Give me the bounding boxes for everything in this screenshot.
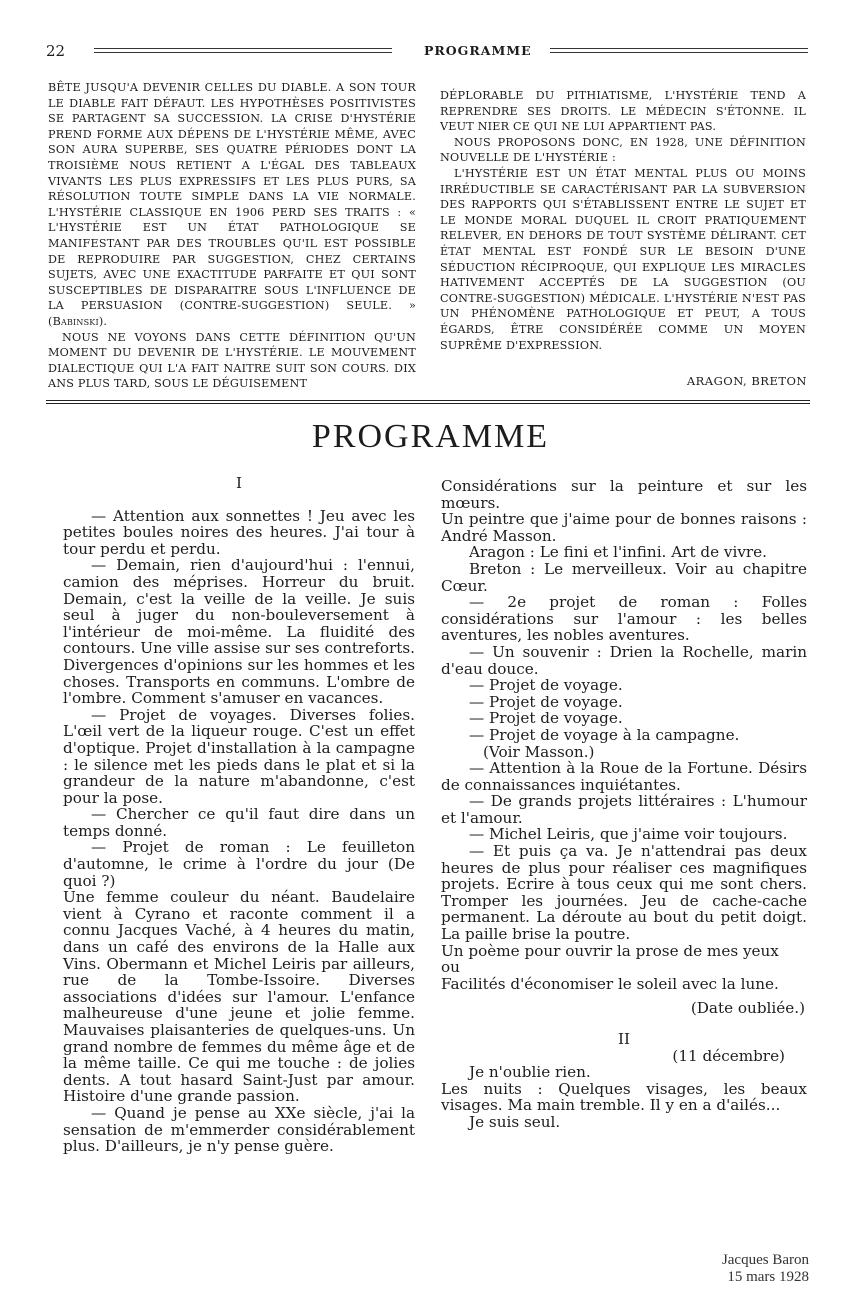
article-paragraph: — Projet de voyage. [469, 676, 623, 695]
previous-article-paragraph: NOUS NE VOYONS DANS CETTE DÉFINITION QU'UN MOMENT DU DEVENIR DE L'HYSTÉRIE. LE MOUVEMENT DIALECTIQUE QUI L'A FAIT NAITRE SUIT SON COURS. DIX ANS PLUS TARD, SOUS LE DÉGUISEMENT [48, 330, 416, 391]
page-header [46, 40, 808, 64]
article-paragraph: Considérations sur la peinture et sur les mœurs. [441, 477, 807, 512]
section-numeral: II [618, 1030, 630, 1048]
article-paragraph: Aragon : Le fini et l'infini. Art de vivre. [469, 543, 768, 562]
article-paragraph: Les nuits : Quelques visages, les beaux visages. Ma main tremble. Il y en a d'ailés... [441, 1079, 807, 1115]
article-paragraph: ou [441, 958, 460, 977]
running-title: PROGRAMME [424, 43, 532, 58]
article-paragraph: Je n'oublie rien. [469, 1063, 591, 1082]
previous-article-paragraph: L'HYSTÉRIE EST UN ÉTAT MENTAL PLUS OU MOINS IRRÉDUCTIBLE SE CARACTÉRISANT PAR LA SUBVERSION DES RAPPORTS QUI S'ÉTABLISSENT ENTRE LE SUJET ET LE MONDE MORAL DUQUEL IL CROIT PRATIQUEMENT RELEVER, EN DEHORS DE TOUT SYSTÈME DÉLIRANT. CET ÉTAT MENTAL EST FONDÉ SUR LE BESOIN D'UNE SÉDUCTION RÉCIPROQUE, QUI EXPLIQUE LES MIRACLES HATIVEMENT ACCEPTÉS DE LA SUGGESTION (OU CONTRE-SUGGESTION) MÉDICALE. L'HYSTÉRIE N'EST PAS UN PHÉNOMÈNE PATHOLOGIQUE ET PEUT, A TOUS ÉGARDS, ÊTRE CONSIDÉRÉE COMME UN MOYEN SUPRÊME D'EXPRESSION. [440, 166, 806, 352]
article-paragraph: — 2e projet de roman : Folles considérations sur l'amour : les belles aventures, les nobles aventures. [441, 593, 807, 645]
article-paragraph: — Chercher ce qu'il faut dire dans un temps donné. [63, 805, 415, 840]
article-paragraph: (Voir Masson.) [483, 742, 595, 761]
section-date: (11 décembre) [672, 1046, 785, 1065]
page-number: 22 [46, 42, 66, 60]
article-paragraph: Breton : Le merveilleux. Voir au chapitre Cœur. [441, 559, 807, 595]
article-right-column [441, 478, 807, 1131]
header-rule-right [550, 48, 808, 53]
section-divider-secondary [46, 403, 810, 404]
date-forgotten: (Date oubliée.) [690, 999, 805, 1018]
previous-article-paragraph: NOUS PROPOSONS DONC, EN 1928, UNE DÉFINITION NOUVELLE DE L'HYSTÉRIE : [440, 135, 806, 165]
article-date: 15 mars 1928 [727, 1269, 809, 1285]
article-paragraph: — Attention aux sonnettes ! Jeu avec les petites boules noires des heures. J'ai tour à tour perdu et perdu. [63, 506, 415, 558]
author-signature [722, 1252, 809, 1286]
previous-article-right-column [440, 88, 806, 353]
previous-article-paragraph: DÉPLORABLE DU PITHIATISME, L'HYSTÉRIE TEND A REPRENDRE SES DROITS. LE MÉDECIN S'ÉTONNE. IL VEUT NIER CE QUI NE LUI APPARTIENT PAS. [440, 89, 806, 134]
article-paragraph: — Projet de voyage. [469, 709, 623, 728]
article-paragraph: — Projet de voyage. [469, 692, 623, 711]
article-left-column [63, 475, 415, 1155]
article-paragraph: — Projet de voyage à la campagne. [469, 725, 740, 744]
section-divider [46, 400, 810, 401]
article-paragraph: — Michel Leiris, que j'aime voir toujours. [469, 825, 788, 844]
article-title: PROGRAMME [311, 418, 550, 455]
article-paragraph: Facilités d'économiser le soleil avec la lune. [441, 974, 779, 993]
article-paragraph: Une femme couleur du néant. Baudelaire vient à Cyrano et raconte comment il a connu Jacques Vaché, à 4 heures du matin, dans un café des environs de la Halle aux Vins. Obermann et Michel Leiris par ailleurs, rue de la Tombe-Issoire. Diverses associations d'idées sur l'amour. L'enfance malheureuse d'une jeune et jolie femme. Mauvaises plaisanteries de quelques-uns. Un grand nombre de femmes du même âge et de la même taille. Ce qui me touche : de jolies dents. A tout hasard Saint-Just par amour. Histoire d'une grande passion. [63, 888, 415, 1106]
previous-article-signature: ARAGON, BRETON [686, 374, 807, 388]
previous-article-paragraph: BÊTE JUSQU'A DEVENIR CELLES DU DIABLE. A SON TOUR LE DIABLE FAIT DÉFAUT. LES HYPOTHÈSES POSITIVISTES SE PARTAGENT SA SUCCESSION. LA CRISE D'HYSTÉRIE PREND FORME AUX DÉPENS DE L'HYSTÉRIE MÊME, AVEC SON AURA SUPERBE, SES QUATRE PÉRIODES DONT LA TROISIÈME NOUS RETIENT A L'ÉGAL DES TABLEAUX VIVANTS LES PLUS EXPRESSIFS ET LES PLUS PURS, SA RÉSOLUTION TOUTE SIMPLE DANS LA VIE NORMALE. L'HYSTÉRIE CLASSIQUE EN 1906 PERD SES TRAITS : « L'HYSTÉRIE EST UN ÉTAT PATHOLOGIQUE SE MANIFESTANT PAR DES TROUBLES QU'IL EST POSSIBLE DE REPRODUIRE PAR SUGGESTION, CHEZ CERTAINS SUJETS, AVEC UNE EXACTITUDE PARFAITE ET QUI SONT SUSCEPTIBLES DE DISPARAITRE SOUS L'INFLUENCE DE LA PERSUASION (CONTRE-SUGGESTION) SEULE. » (Babinski). [48, 81, 416, 328]
article-paragraph: — Un souvenir : Drien la Rochelle, marin d'eau douce. [441, 642, 807, 678]
article-paragraph: — De grands projets littéraires : L'humour et l'amour. [441, 792, 807, 827]
article-paragraph: — Projet de voyages. Diverses folies. L'œil vert de la liqueur rouge. C'est un effet d'optique. Projet d'installation à la campagne : le silence met les pieds dans le plat et si la grandeur de la nature m'abandonne, c'est pour la pose. [63, 705, 415, 807]
article-paragraph: Je suis seul. [469, 1112, 561, 1131]
article-paragraph: Un peintre que j'aime pour de bonnes raisons : André Masson. [441, 510, 807, 545]
header-rule-left [94, 48, 392, 53]
article-paragraph: — Attention à la Roue de la Fortune. Désirs de connaissances inquiétantes. [441, 759, 807, 794]
article-paragraph: Un poème pour ouvrir la prose de mes yeux [441, 941, 779, 960]
author-name: Jacques Baron [721, 1252, 809, 1268]
article-paragraph: — Demain, rien d'aujourd'hui : l'ennui, camion des méprises. Horreur du bruit. Demain, c'est la veille de la veille. Je suis seul à juger du non-bouleversement à l'intérieur de moi-même. La fluidité des contours. Une ville assise sur ses contreforts. Divergences d'opinions sur les hommes et les choses. Transports en communs. L'ombre de l'ombre. Comment s'amuser en vacances. [63, 556, 415, 708]
article-paragraph: — Quand je pense au XXe siècle, j'ai la sensation de m'emmerder considérablement plus. D'ailleurs, je n'y pense guère. [63, 1103, 415, 1156]
section-numeral: I [236, 474, 242, 492]
article-paragraph: — Et puis ça va. Je n'attendrai pas deux heures de plus pour réaliser ces magnifiques projets. Ecrire à tous ceux qui me sont chers. Tromper les journées. Jeu de cache-cache permanent. La déroute au bout du petit doigt. La paille brise la poutre. [441, 842, 807, 944]
article-paragraph: — Projet de roman : Le feuilleton d'automne, le crime à l'ordre du jour (De quoi ?) [63, 838, 415, 890]
previous-article-left-column [48, 80, 416, 392]
